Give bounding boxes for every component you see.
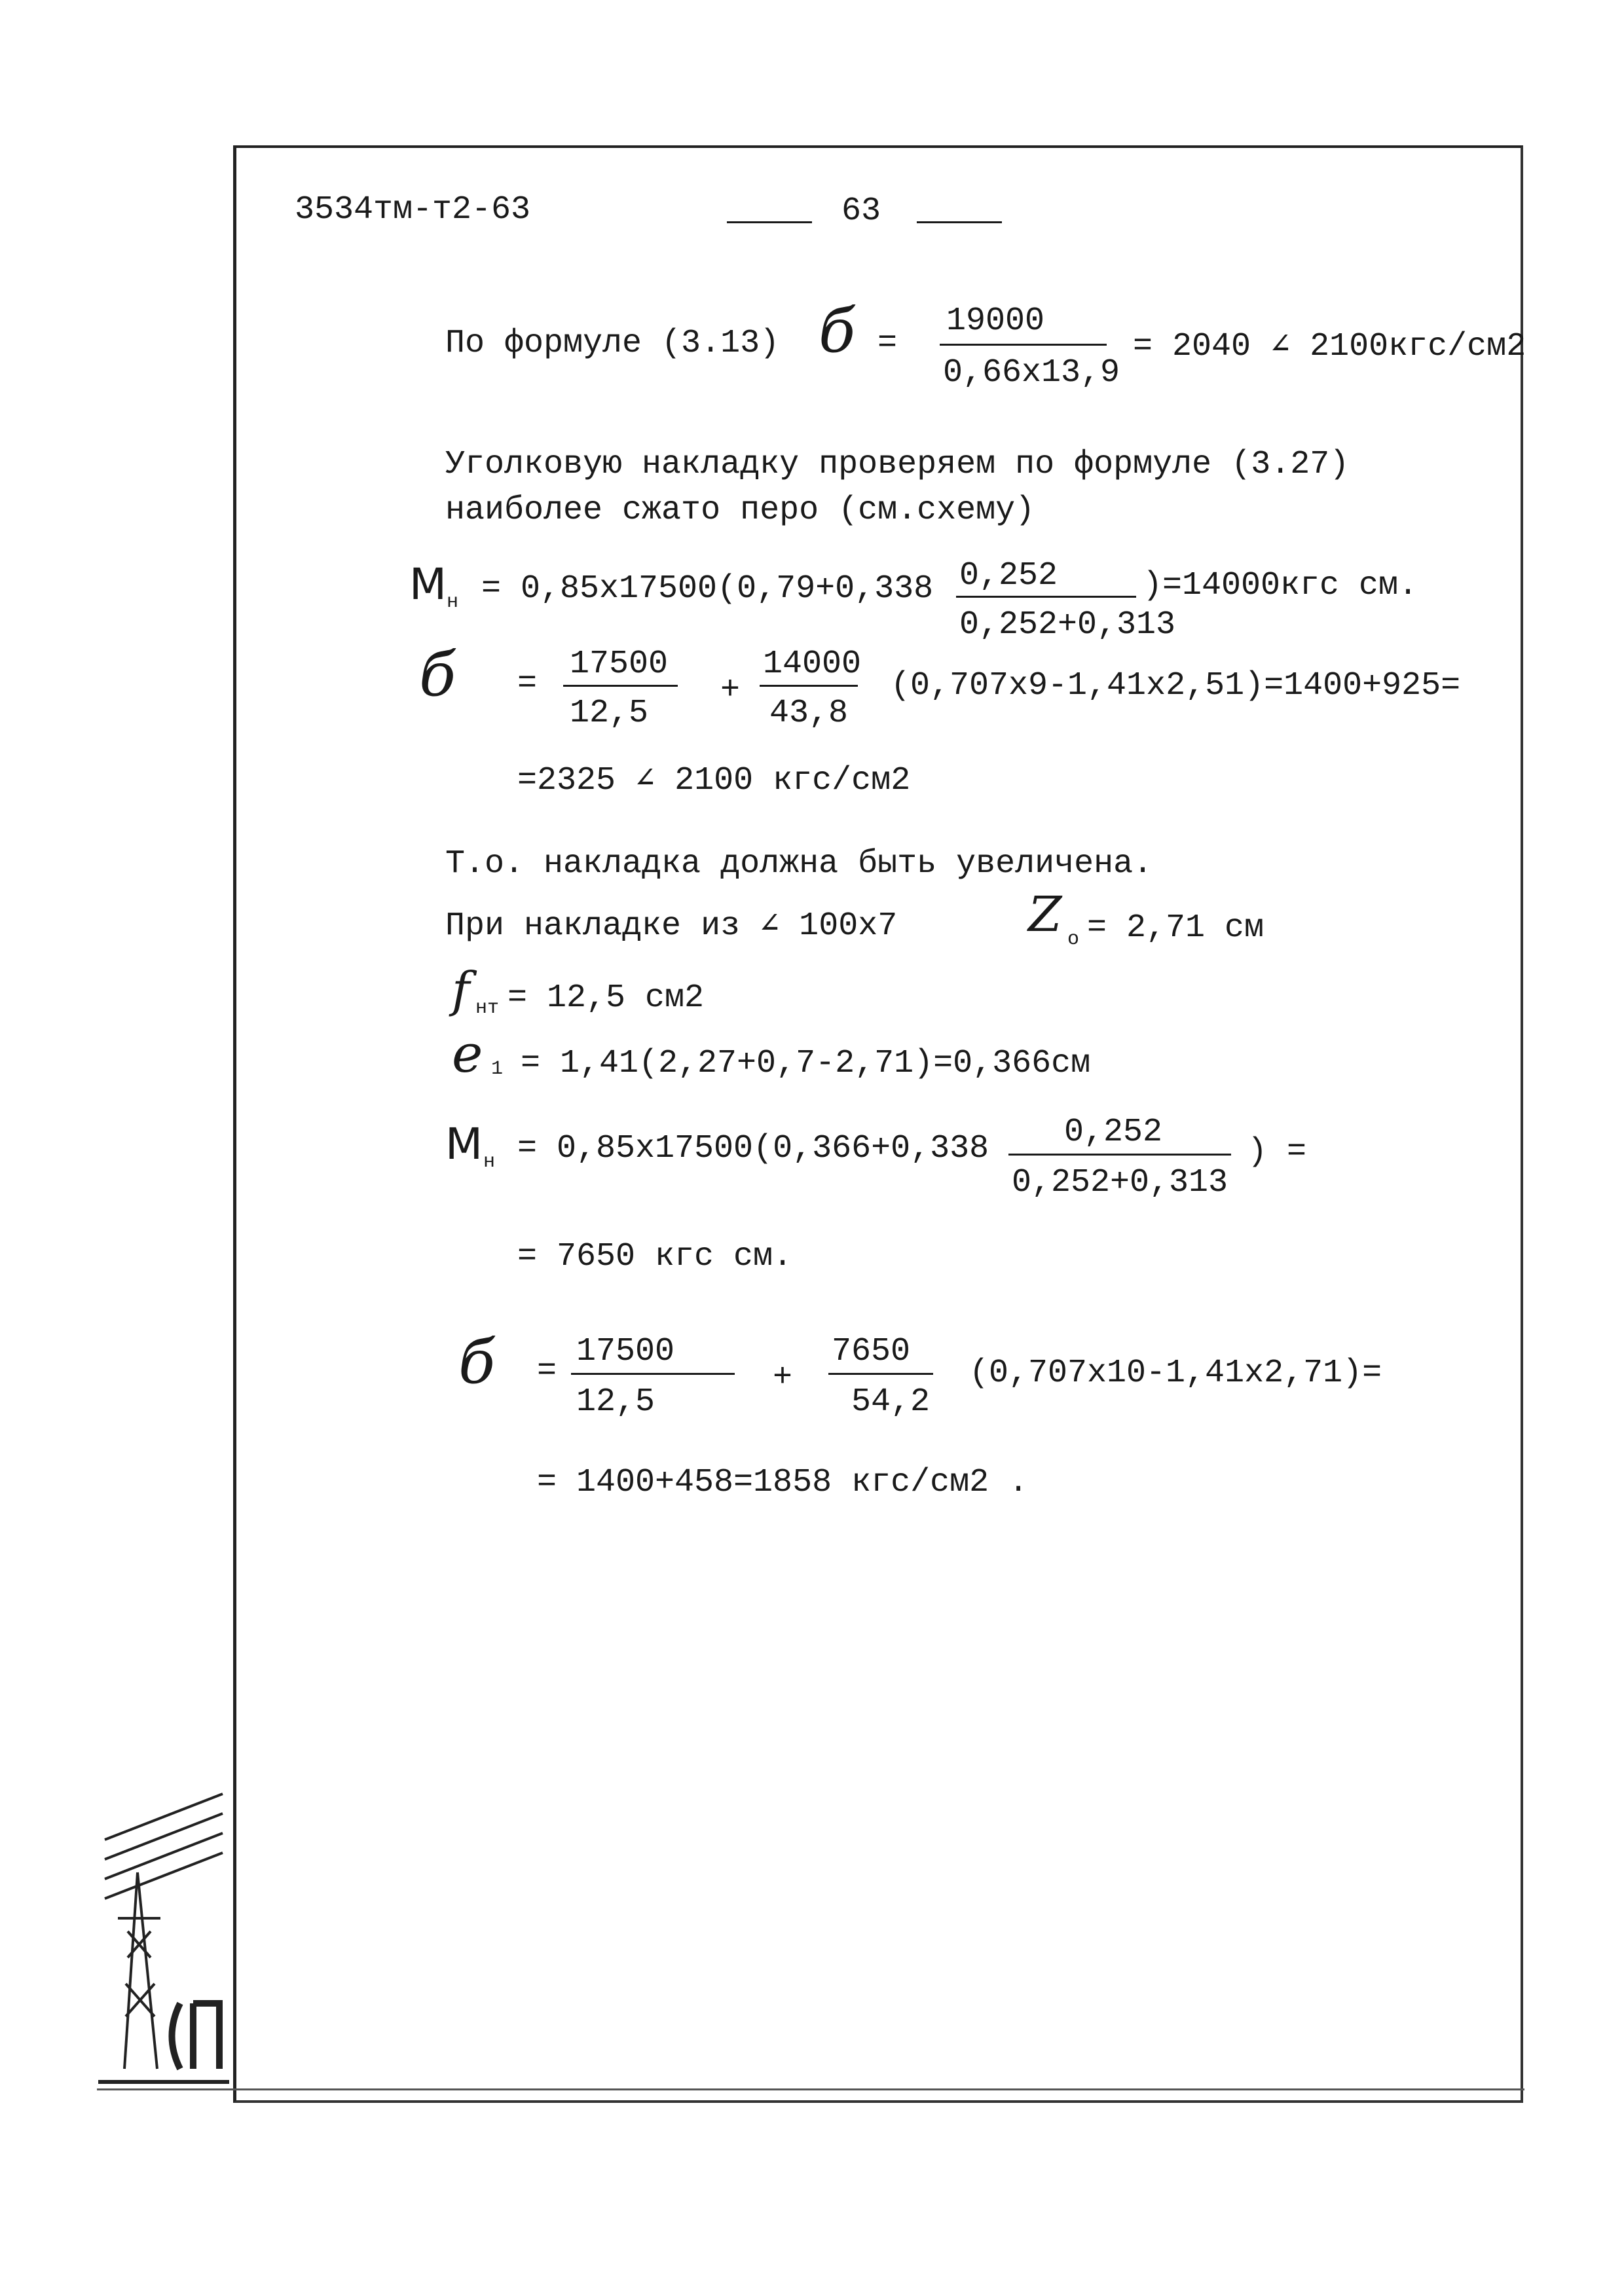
fraction-denominator: 43,8 (769, 695, 849, 732)
bottom-rule (97, 2088, 1524, 2090)
fraction-numerator: 14000 (763, 646, 862, 683)
f-symbol: f (452, 962, 470, 1018)
fraction-bar (1008, 1154, 1231, 1156)
equals: = (517, 665, 538, 702)
formula-result: = 2040 ∠ 2100кгс/см2 (1133, 328, 1526, 365)
fraction-bar (563, 685, 678, 687)
fraction-denominator: 0,252+0,313 (1012, 1164, 1228, 1201)
plus: + (773, 1359, 793, 1396)
moment-result: )=14000кгс см. (1143, 567, 1418, 604)
page-number: 63 (841, 192, 881, 230)
sigma-symbol: б (419, 640, 456, 710)
fraction-bar (760, 685, 858, 687)
fraction-numerator: 17500 (570, 646, 669, 683)
fraction-denominator: 12,5 (576, 1383, 655, 1421)
f-subscript: нт (475, 997, 500, 1019)
moment-subscript: н (483, 1151, 496, 1173)
z-subscript: o (1067, 928, 1080, 951)
fraction-denominator: 0,66x13,9 (943, 354, 1120, 392)
moment-expression: = 0,85x17500(0,79+0,338 (481, 570, 934, 608)
lep-logo-icon (98, 1787, 229, 2088)
z-symbol: Z (1028, 886, 1062, 943)
sigma-tail: (0,707x10-1,41x2,71)= (969, 1355, 1382, 1392)
fraction-bar (940, 344, 1107, 346)
moment-expression: = 0,85x17500(0,366+0,338 (517, 1130, 989, 1167)
doc-code: 3534тм-т2-63 (295, 191, 531, 228)
fraction-bar (956, 596, 1136, 598)
paragraph-line: наиболее сжато перо (см.схему) (445, 492, 1035, 529)
sigma-symbol: б (819, 296, 856, 366)
sigma-continuation: =2325 ∠ 2100 кгс/см2 (517, 762, 911, 799)
fraction-numerator: 19000 (946, 302, 1045, 340)
fraction-numerator: 7650 (832, 1333, 911, 1370)
fraction-numerator: 17500 (576, 1333, 675, 1370)
paragraph-line: Уголковую накладку проверяем по формуле (3.27) (445, 446, 1350, 483)
e-subscript: 1 (491, 1058, 504, 1080)
moment-result: ) = (1247, 1133, 1307, 1171)
page-number-dash-left (727, 221, 812, 223)
moment-symbol: M (445, 1119, 483, 1169)
conclusion-line: При накладке из ∠ 100x7 (445, 907, 898, 945)
f-value: = 12,5 см2 (507, 979, 705, 1017)
page-frame (233, 145, 1523, 2103)
fraction-bar (571, 1373, 735, 1375)
plus: + (720, 672, 741, 709)
fraction-denominator: 12,5 (570, 695, 649, 732)
conclusion-line: Т.о. накладка должна быть увеличена. (445, 845, 1153, 883)
equals: = (537, 1353, 557, 1390)
e-symbol: e (452, 1023, 483, 1084)
fraction-numerator: 0,252 (1064, 1114, 1163, 1151)
formula-ref: По формуле (3.13) (445, 325, 780, 362)
moment-subscript: н (447, 591, 459, 613)
equals: = (877, 325, 898, 362)
page-number-dash-right (917, 221, 1002, 223)
e-value: = 1,41(2,27+0,7-2,71)=0,366см (521, 1045, 1091, 1082)
fraction-numerator: 0,252 (959, 557, 1058, 594)
fraction-denominator: 54,2 (851, 1383, 931, 1421)
moment-continuation: = 7650 кгс см. (517, 1238, 793, 1275)
sigma-continuation: = 1400+458=1858 кгс/см2 . (537, 1464, 1029, 1501)
z-value: = 2,71 см (1087, 909, 1264, 947)
fraction-bar (828, 1373, 933, 1375)
sigma-symbol: б (458, 1327, 496, 1397)
moment-symbol: M (409, 559, 447, 610)
sigma-tail: (0,707x9-1,41x2,51)=1400+925= (891, 667, 1461, 704)
fraction-denominator: 0,252+0,313 (959, 606, 1176, 644)
